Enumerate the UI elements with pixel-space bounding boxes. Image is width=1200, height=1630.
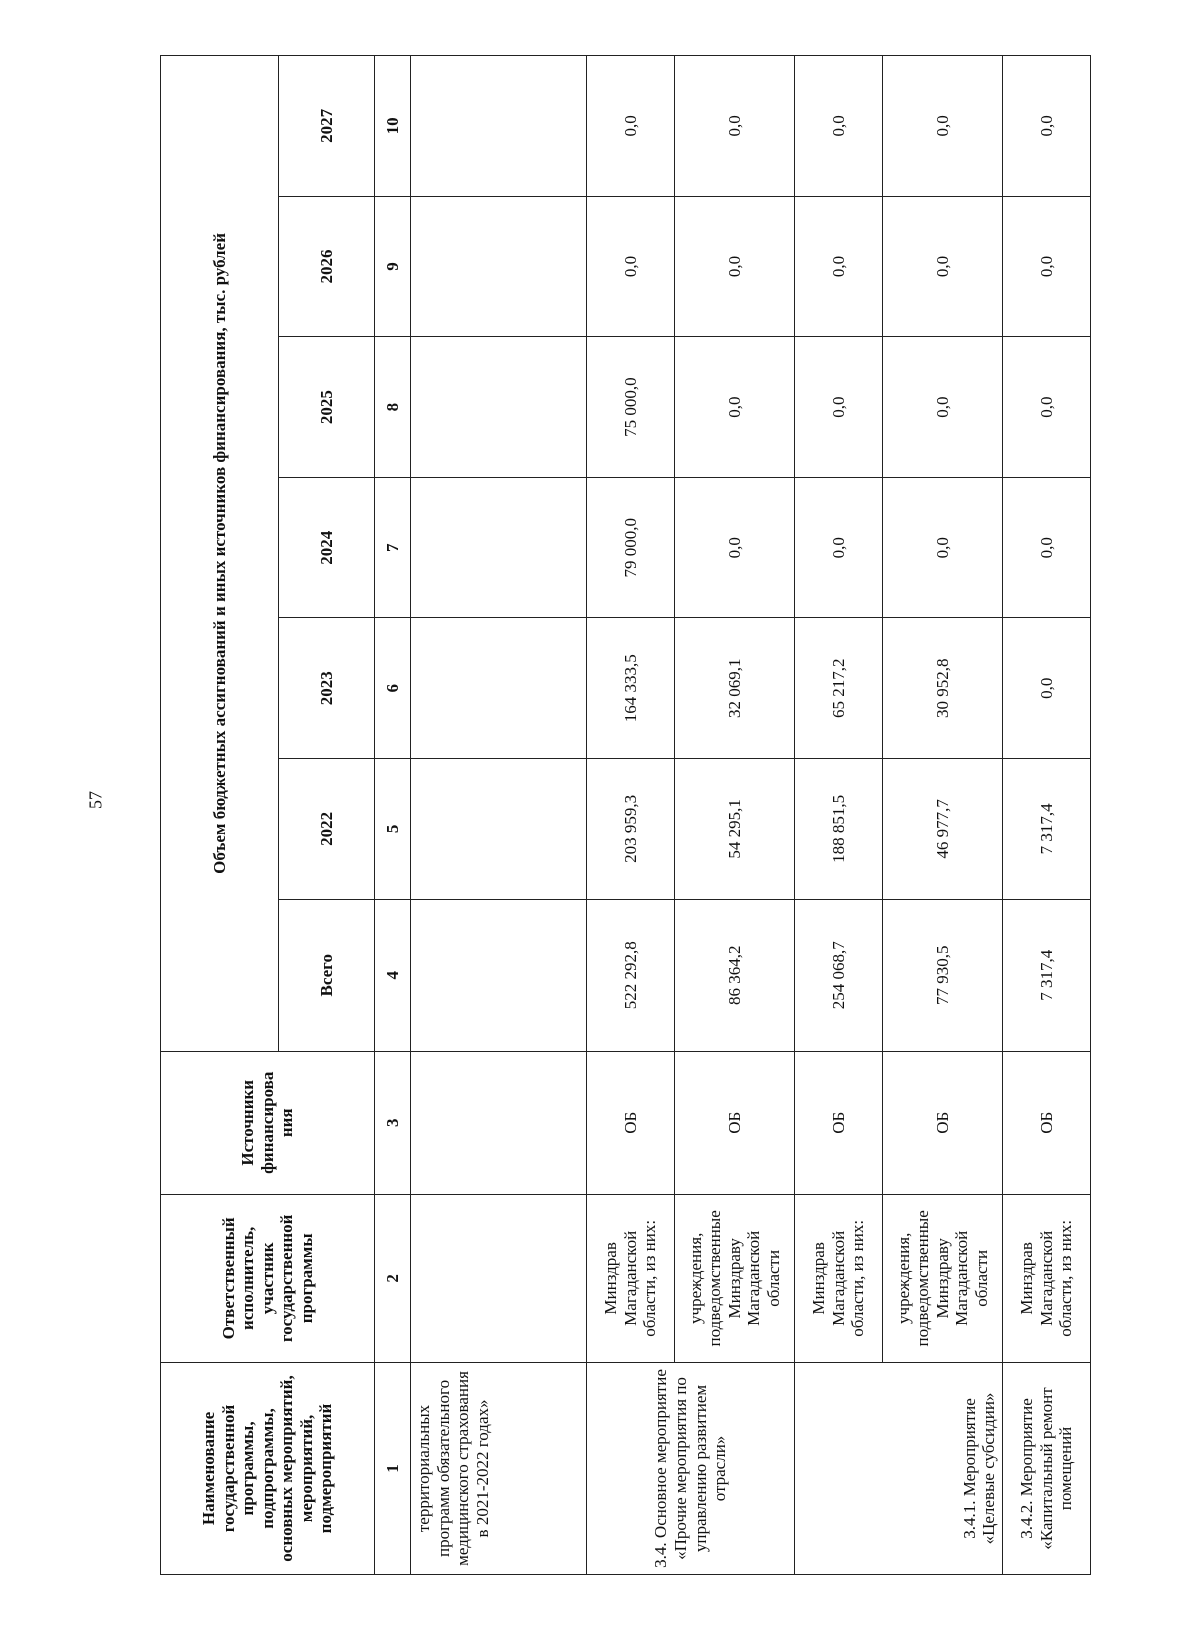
program-name: 3.4. Основное мероприятие «Прочие мероприятия по управлению развитием отрасли» <box>587 1362 795 1574</box>
table-row <box>587 56 675 1575</box>
value-cell: 0,0 <box>1003 337 1091 478</box>
value-cell: 522 292,8 <box>587 899 675 1051</box>
page-number: 57 <box>85 791 106 809</box>
executor: Минздрав Магаданской области, из них: <box>1003 1194 1091 1362</box>
rotated-table-wrapper <box>160 55 1076 1575</box>
value-cell: 79 000,0 <box>587 477 675 618</box>
table-row <box>883 56 1003 1575</box>
value-cell: 0,0 <box>1003 196 1091 337</box>
continuation-name: территориальных программ обязательного медицинского страхования в 2021-2022 годах» <box>411 1362 587 1574</box>
column-number: 10 <box>375 56 411 197</box>
value-cell: 0,0 <box>675 196 795 337</box>
source: ОБ <box>883 1051 1003 1194</box>
value-cell: 164 333,5 <box>587 618 675 759</box>
header-year: 2023 <box>279 618 375 759</box>
value-cell: 75 000,0 <box>587 337 675 478</box>
value-cell: 0,0 <box>675 56 795 197</box>
column-number: 4 <box>375 899 411 1051</box>
table-row <box>675 56 795 1575</box>
column-number: 6 <box>375 618 411 759</box>
table-row <box>795 56 883 1575</box>
value-cell: 77 930,5 <box>883 899 1003 1051</box>
value-cell: 7 317,4 <box>1003 759 1091 900</box>
value-cell: 203 959,3 <box>587 759 675 900</box>
value-cell: 0,0 <box>795 196 883 337</box>
table-row <box>1003 56 1091 1575</box>
value-cell: 0,0 <box>883 337 1003 478</box>
executor: учреждения, подведомственные Минздраву Магаданской области <box>675 1194 795 1362</box>
value-cell: 32 069,1 <box>675 618 795 759</box>
value-cell: 0,0 <box>883 196 1003 337</box>
source: ОБ <box>587 1051 675 1194</box>
source: ОБ <box>675 1051 795 1194</box>
source: ОБ <box>795 1051 883 1194</box>
value-cell: 0,0 <box>675 337 795 478</box>
value-cell: 86 364,2 <box>675 899 795 1051</box>
value-cell: 0,0 <box>883 477 1003 618</box>
header-source: Источники финансирова ния <box>161 1051 375 1194</box>
column-number: 2 <box>375 1194 411 1362</box>
header-executor: Ответственный исполнитель, участник государственной программы <box>161 1194 375 1362</box>
executor: Минздрав Магаданской области, из них: <box>587 1194 675 1362</box>
header-year: 2027 <box>279 56 375 197</box>
source: ОБ <box>1003 1051 1091 1194</box>
value-cell: 0,0 <box>795 337 883 478</box>
header-total: Всего <box>279 899 375 1051</box>
value-cell: 0,0 <box>587 56 675 197</box>
value-cell: 65 217,2 <box>795 618 883 759</box>
value-cell: 30 952,8 <box>883 618 1003 759</box>
table-row <box>411 56 587 1575</box>
column-number: 7 <box>375 477 411 618</box>
column-number: 5 <box>375 759 411 900</box>
header-year: 2026 <box>279 196 375 337</box>
header-year: 2024 <box>279 477 375 618</box>
program-name: 3.4.1. Мероприятие «Целевые субсидии» <box>795 1362 1003 1574</box>
executor: учреждения, подведомственные Минздраву Магаданской области <box>883 1194 1003 1362</box>
financing-table <box>160 55 1091 1575</box>
header-year: 2025 <box>279 337 375 478</box>
value-cell: 7 317,4 <box>1003 899 1091 1051</box>
value-cell: 0,0 <box>795 56 883 197</box>
value-cell: 0,0 <box>675 477 795 618</box>
value-cell: 46 977,7 <box>883 759 1003 900</box>
value-cell: 0,0 <box>1003 618 1091 759</box>
executor: Минздрав Магаданской области, из них: <box>795 1194 883 1362</box>
value-cell: 0,0 <box>795 477 883 618</box>
value-cell: 54 295,1 <box>675 759 795 900</box>
header-year: 2022 <box>279 759 375 900</box>
header-financing-group: Объем бюджетных ассигнований и иных источников финансирования, тыс. рублей <box>161 56 279 1052</box>
value-cell: 254 068,7 <box>795 899 883 1051</box>
value-cell: 188 851,5 <box>795 759 883 900</box>
column-number: 3 <box>375 1051 411 1194</box>
program-name: 3.4.2. Мероприятие «Капитальный ремонт помещений <box>1003 1362 1091 1574</box>
column-number: 9 <box>375 196 411 337</box>
value-cell: 0,0 <box>1003 56 1091 197</box>
value-cell: 0,0 <box>587 196 675 337</box>
value-cell: 0,0 <box>1003 477 1091 618</box>
header-name: Наименование государственной программы, подпрограммы, основных мероприятий, мероприятий, подмероприятий <box>161 1362 375 1574</box>
value-cell: 0,0 <box>883 56 1003 197</box>
column-number: 8 <box>375 337 411 478</box>
column-number: 1 <box>375 1362 411 1574</box>
